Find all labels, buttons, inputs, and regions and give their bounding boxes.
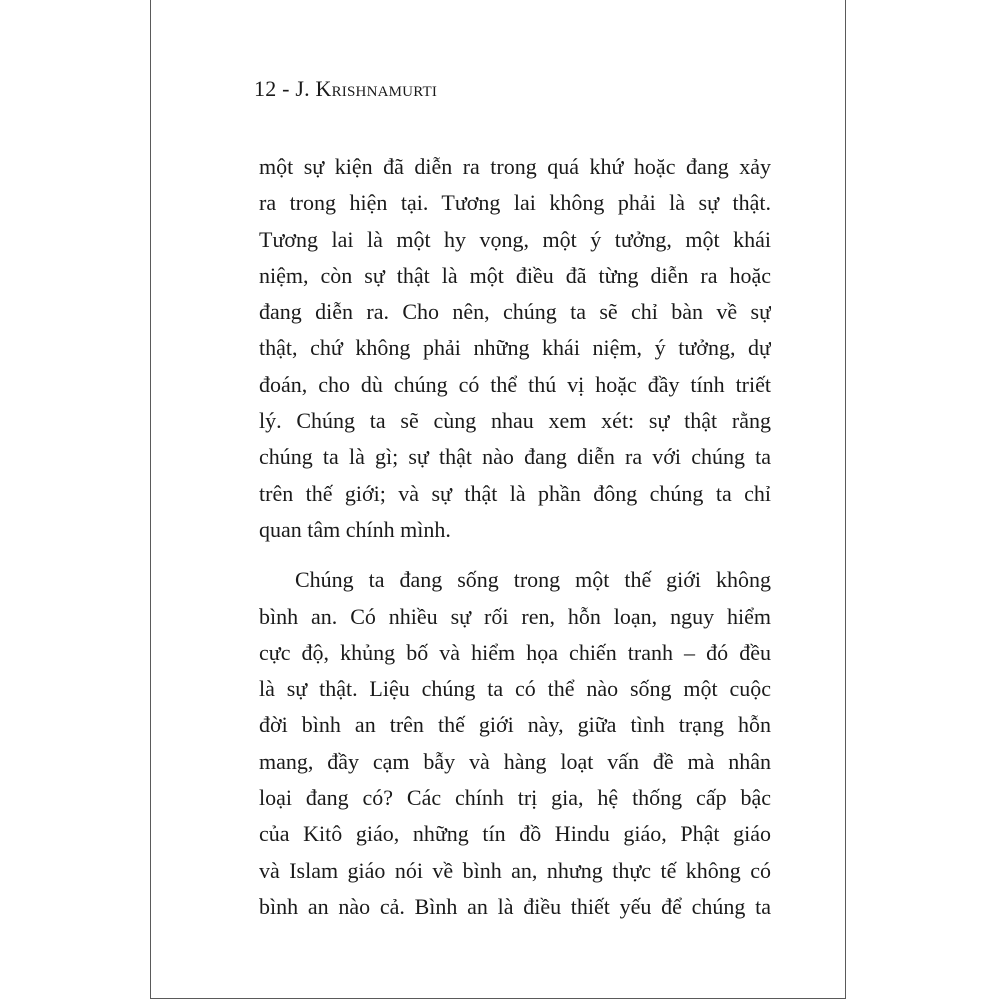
running-head bbox=[254, 76, 437, 102]
text-line: loại đang có? Các chính trị gia, hệ thống cấp bậc bbox=[259, 785, 771, 811]
author-name: J. Krishnamurti bbox=[295, 76, 438, 101]
text-line: trên thế giới; và sự thật là phần đông chúng ta chỉ bbox=[259, 480, 771, 506]
text-line: cực độ, khủng bố và hiểm họa chiến tranh – đó đều bbox=[259, 639, 771, 665]
text-line: bình an. Có nhiều sự rối ren, hỗn loạn, nguy hiểm bbox=[259, 603, 771, 629]
text-line: lý. Chúng ta sẽ cùng nhau xem xét: sự thật rằng bbox=[259, 408, 771, 434]
book-page bbox=[150, 0, 846, 999]
text-line: đời bình an trên thế giới này, giữa tình trạng hỗn bbox=[259, 712, 771, 738]
text-line: ra trong hiện tại. Tương lai không phải là sự thật. bbox=[259, 190, 771, 216]
text-line: thật, chứ không phải những khái niệm, ý tưởng, dự bbox=[259, 335, 771, 361]
text-line: đang diễn ra. Cho nên, chúng ta sẽ chỉ bàn về sự bbox=[259, 299, 771, 325]
text-line: chúng ta là gì; sự thật nào đang diễn ra với chúng ta bbox=[259, 444, 771, 470]
text-line: quan tâm chính mình. bbox=[259, 516, 451, 542]
text-line: đoán, cho dù chúng có thể thú vị hoặc đầy tính triết bbox=[259, 371, 771, 397]
text-line: một sự kiện đã diễn ra trong quá khứ hoặc đang xảy bbox=[259, 154, 771, 179]
text-line: của Kitô giáo, những tín đồ Hindu giáo, Phật giáo bbox=[259, 821, 771, 847]
text-line: Chúng ta đang sống trong một thế giới không bbox=[295, 567, 771, 593]
paragraph-spacing bbox=[259, 548, 771, 562]
text-line: Tương lai là một hy vọng, một ý tưởng, một khái bbox=[259, 226, 771, 252]
text-line: và Islam giáo nói về bình an, nhưng thực tế không có bbox=[259, 857, 771, 883]
text-line: bình an nào cả. Bình an là điều thiết yếu để chúng ta bbox=[259, 893, 771, 919]
body-text bbox=[259, 149, 771, 925]
page-number: 12 bbox=[254, 76, 277, 101]
paragraph-1 bbox=[259, 149, 771, 548]
paragraph-2 bbox=[259, 562, 771, 925]
text-line: mang, đầy cạm bẫy và hàng loạt vấn đề mà nhân bbox=[259, 748, 771, 774]
running-head-separator: - bbox=[276, 76, 296, 101]
text-line: là sự thật. Liệu chúng ta có thể nào sống một cuộc bbox=[259, 676, 771, 702]
text-line: niệm, còn sự thật là một điều đã từng diễn ra hoặc bbox=[259, 262, 771, 288]
